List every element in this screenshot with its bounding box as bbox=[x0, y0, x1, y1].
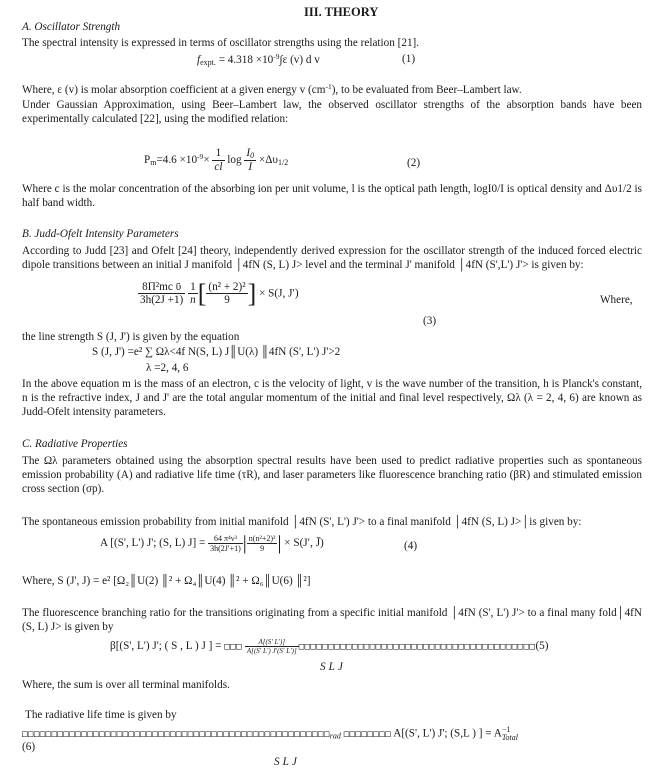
equation-2-number: (2) bbox=[407, 157, 421, 169]
line-strength-equation: S (J, J') =e² ∑ Ωλ<4f N(S, L) J║U(λ) ║4fN (S', L') J'>2 bbox=[92, 346, 341, 358]
equation-5: β[(S', L') J'; ( S , L ) J ] = □□□ $\frac{A[(S' L')]}{A[(S' L') J'(S' L')]}$ □□□□□□□□□□□□□□□□□□□□□□□□□□□□□□□□□□□□□□□□(5) bbox=[110, 638, 549, 656]
equation-6: $□□□□□□□□□□□□□□□□□□□□□□□□□□□□□□□□□□□□□□□□□□□□□□□□□□□□_{rad}$ □□□□□□□□ A[(S', L') J'; (S,L ) ] = A −1 Total bbox=[22, 725, 518, 742]
section-a-para-3: Where c is the molar concentration of the absorbing ion per unit volume, l is the optical path length, logI0/I is optical density and Δυ1/2 is half band width. bbox=[22, 183, 642, 209]
equation-3-where: Where, bbox=[600, 294, 633, 306]
equation-4: A [(S', L') J'; (S, L) J] = $\frac{\text{64 π⁴ν³}}{3h(2J'+1)}$ | $\frac{\text{n(n²+2)²}}{9}$ | × S(J′, J̄) bbox=[100, 532, 324, 554]
section-a-para-2b: Under Gaussian Approximation, using Beer–Lambert law, the observed oscillator strengths of the absorption bands have been experimentally calculated [22], using the modified relation: bbox=[22, 99, 642, 125]
equation-6-number: (6) bbox=[22, 741, 36, 753]
section-c-para-5: Where, the sum is over all terminal manifolds. bbox=[22, 679, 230, 691]
equation-1-number: (1) bbox=[402, 53, 416, 65]
section-b-para-3: In the above equation m is the mass of an electron, c is the velocity of light, v is the wave number of the transition, h is Planck's constant, n is the refractive index, J and J' are the total angular momentum of the initial and final level respectively, Ωλ (λ = 2, 4, 6) are known as Judd-Ofelt intensity parameters. bbox=[22, 378, 642, 418]
section-c-intro: The Ωλ parameters obtained using the absorption spectral results have been used to predict radiative properties such as spontaneous emission probability (A) and radiative life time (τR), and laser parameters like fluorescence branching ratio (βR) and stimulated emission cross section (σp). bbox=[22, 455, 642, 495]
section-b-intro: According to Judd [23] and Ofelt [24] theory, independently derived expression for the oscillator strength of the induced forced electric dipole transitions between an initial J manifold │4fN (S, L) J> level and the terminal J' manifold │4fN (S',L') J'> is given by: bbox=[22, 245, 642, 271]
equation-3-number: (3) bbox=[423, 315, 437, 327]
section-c-para-3: Where, S (J', J) = e² [Ω₂║U(2) ║² + Ω₄║U(4) ║² + Ω₆║U(6) ║²] bbox=[22, 575, 311, 587]
equation-1: $f_{expt.} = 4.318 \times 10^{-9}\int\varepsilon$ (v) d v bbox=[197, 52, 320, 67]
section-a-title: A. Oscillator Strength bbox=[22, 21, 121, 33]
section-b-para-2: the line strength S (J, J') is given by the equation bbox=[22, 331, 240, 343]
equation-4-number: (4) bbox=[404, 540, 418, 552]
equation-5-summation: SLJ bbox=[320, 661, 346, 673]
section-c-para-4: The fluorescence branching ratio for the transitions originating from a specific initial manifold │4fN (S', L') J'> to a final many fold│4fN (S, L) J> is given by bbox=[22, 607, 642, 633]
section-a-intro: The spectral intensity is expressed in terms of oscillator strengths using the relation [21]. bbox=[22, 37, 420, 49]
section-a-para-2a: Where, ε (v) is molar absorption coefficient at a given energy v $(cm^{-1})$, to be evaluated from Beer–Lambert law. bbox=[22, 82, 522, 96]
section-heading: III. THEORY bbox=[304, 5, 379, 19]
equation-6-summation: SLJ bbox=[274, 756, 300, 768]
lambda-values: λ =2, 4, 6 bbox=[146, 362, 189, 374]
equation-3: $\frac{\text{8Π²mc ῡ}}{3h(2J +1)}$ $\frac{1}{n}$ [ $\frac{\text{(n² + 2)²}}{9}$ ] × S(J, J′) bbox=[140, 279, 299, 308]
section-c-para-6: The radiative life time is given by bbox=[25, 709, 177, 721]
section-c-para-2: The spontaneous emission probability from initial manifold │4fN (S', L') J'> to a final manifold │4fN (S, L) J>│is given by: bbox=[22, 516, 582, 528]
section-c-title: C. Radiative Properties bbox=[22, 438, 128, 450]
section-b-title: B. Judd-Ofelt Intensity Parameters bbox=[22, 228, 179, 240]
equation-2: $P_m=4.6 \times 10^{-9}\times$ $\frac{1}{cl}$ log $\frac{I_0}{I}$ $\times\Delta\upsilon_{1/2}$ bbox=[144, 147, 289, 174]
